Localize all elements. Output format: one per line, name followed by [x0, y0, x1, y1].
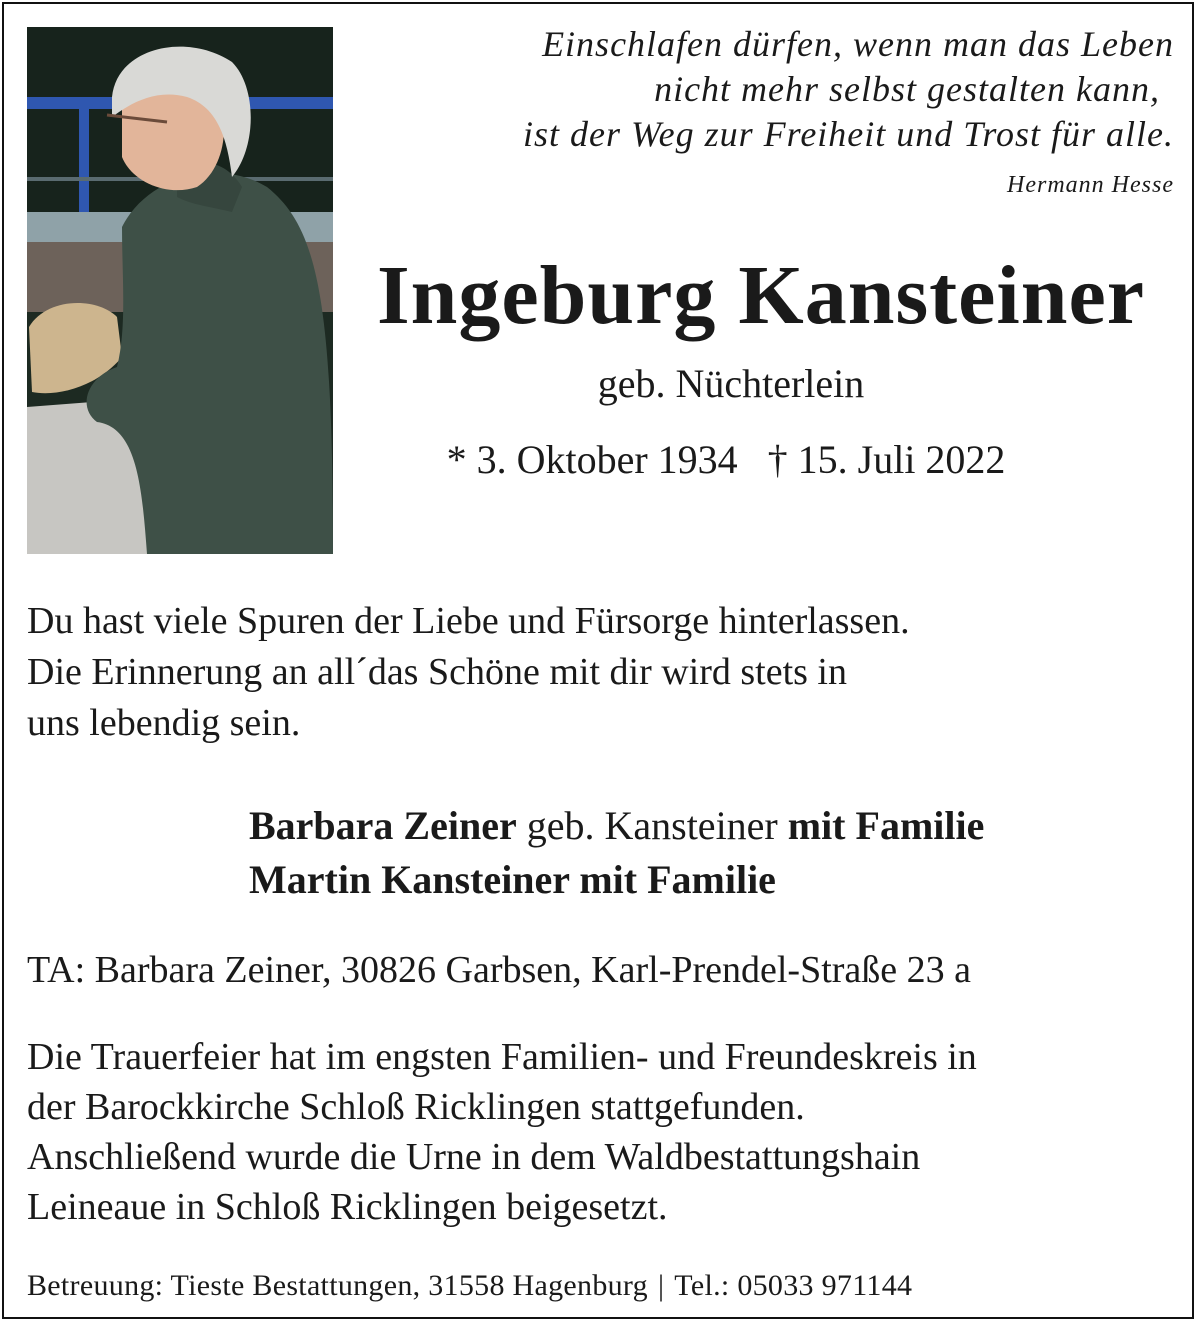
mourner-name: Barbara Zeiner	[249, 803, 517, 848]
undertaker-phone: Tel.: 05033 971144	[674, 1269, 913, 1302]
quote-line: ist der Weg zur Freiheit und Trost für alle.	[522, 114, 1174, 154]
tribute-line: Die Erinnerung an all´das Schöne mit dir wird stets in	[27, 651, 847, 693]
mourners-list	[249, 799, 984, 907]
undertaker-footer	[27, 1266, 912, 1306]
life-dates	[350, 432, 1172, 488]
mourner-maiden: geb. Kansteiner	[516, 803, 788, 848]
portrait-illustration	[27, 27, 333, 554]
tribute-line: Du hast viele Spuren der Liebe und Fürsorge hinterlassen.	[27, 600, 910, 642]
ceremony-line: Anschließend wurde die Urne in dem Waldbestattungshain	[27, 1136, 921, 1178]
mourner-line	[249, 799, 984, 853]
birth-date: * 3. Oktober 1934	[446, 437, 738, 482]
quote-author: Hermann Hesse	[1007, 172, 1174, 198]
undertaker-info: Betreuung: Tieste Bestattungen, 31558 Hagenburg	[27, 1269, 648, 1302]
deceased-name: Ingeburg Kansteiner	[376, 249, 1146, 342]
mourner-line	[249, 853, 984, 907]
maiden-name: geb. Nüchterlein	[597, 361, 865, 406]
ceremony-text	[27, 1032, 1177, 1232]
portrait-photo	[27, 27, 333, 554]
mourner-name: Martin Kansteiner mit Familie	[249, 857, 776, 902]
ceremony-line: Die Trauerfeier hat im engsten Familien- und Freundeskreis in	[27, 1036, 977, 1078]
tribute-line: uns lebendig sein.	[27, 702, 301, 744]
hesse-quote	[454, 22, 1174, 157]
footer-separator: |	[657, 1269, 665, 1302]
quote-line: Einschlafen dürfen, wenn man das Leben	[542, 24, 1174, 64]
ceremony-line: der Barockkirche Schloß Ricklingen stattgefunden.	[27, 1086, 805, 1128]
mourning-address: TA: Barbara Zeiner, 30826 Garbsen, Karl-Prendel-Straße 23 a	[27, 949, 972, 991]
death-date: † 15. Juli 2022	[767, 437, 1006, 482]
ceremony-line: Leineaue in Schloß Ricklingen beigesetzt.	[27, 1186, 668, 1228]
quote-line: nicht mehr selbst gestalten kann,	[654, 69, 1160, 109]
mourner-family: mit Familie	[787, 803, 985, 848]
tribute-text	[27, 596, 1177, 749]
